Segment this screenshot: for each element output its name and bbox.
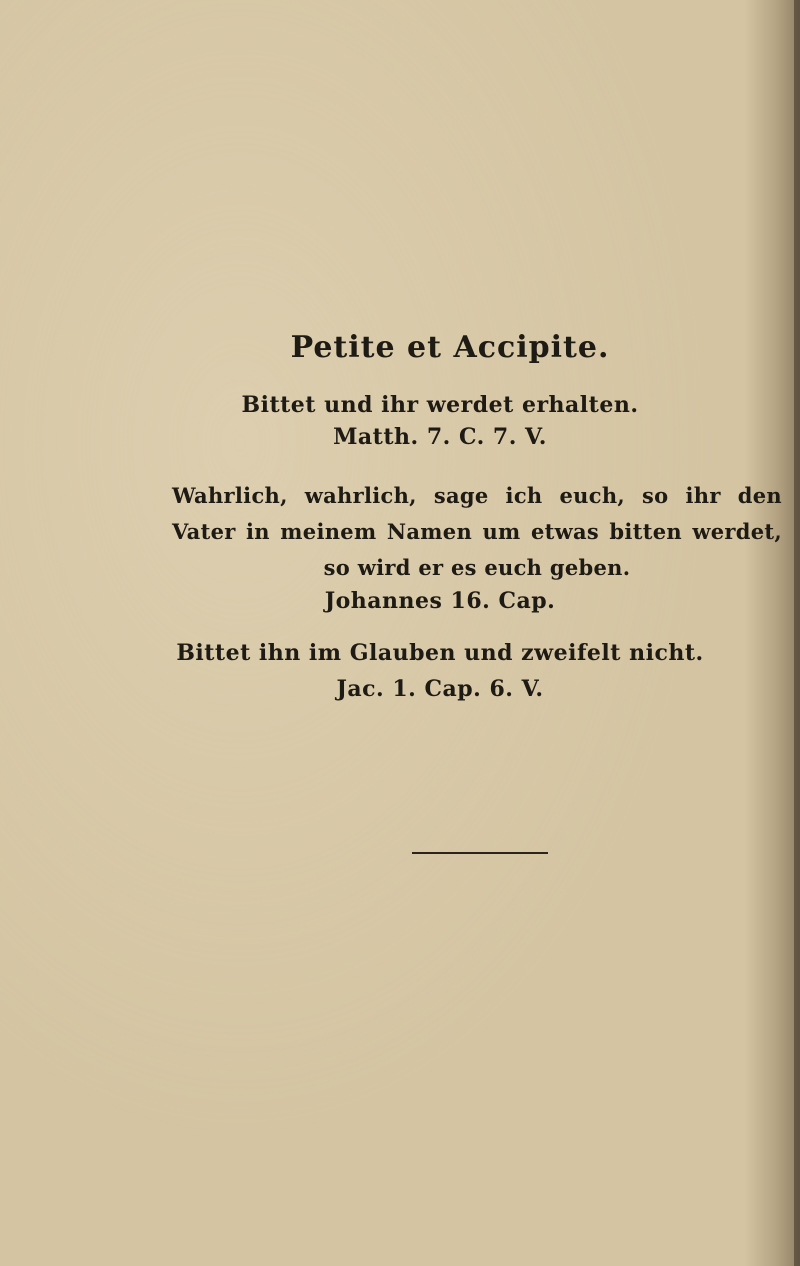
page-edge-shadow [794,0,800,1266]
divider-rule [412,852,548,854]
verse-reference-1: Matth. 7. C. 7. V. [333,424,547,450]
verse-text-3: Bittet ihn im Glauben und zweifelt nicht. [176,640,704,666]
verse-text-2: Wahrlich, wahrlich, sage ich euch, so ihr den Vater in meinem Namen um etwas bitten werdet, so wird er es euch geben. [172,483,782,580]
verse-reference-2: Johannes 16. Cap. [324,588,556,614]
verse-text-1: Bittet und ihr werdet erhalten. [241,392,639,418]
page-heading: Petite et Accipite. [290,330,610,365]
verse-reference-3: Jac. 1. Cap. 6. V. [336,676,544,702]
